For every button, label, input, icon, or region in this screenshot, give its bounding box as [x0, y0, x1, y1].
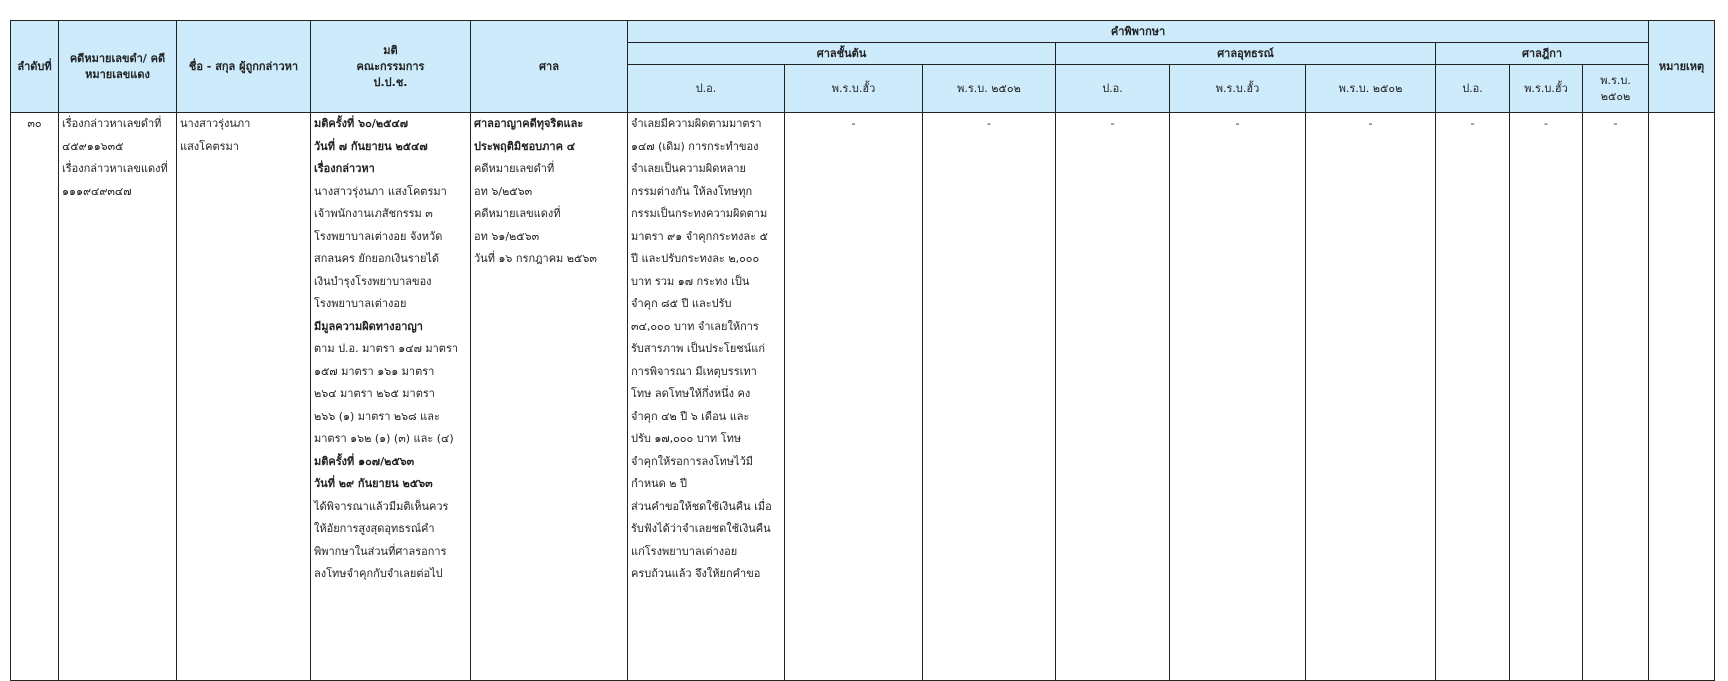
judgment-line: กำหนด ๒ ปี	[631, 477, 687, 490]
judgment-line: รับฟังได้ว่าจำเลยชดใช้เงินคืน	[631, 522, 771, 535]
judgment-table	[10, 20, 1715, 681]
judgment-line: แก่โรงพยาบาลเต่างอย	[631, 544, 738, 558]
subheader-first-prb-2502: พ.ร.บ. ๒๕๐๒	[923, 65, 1056, 113]
subheader-first-po: ป.อ.	[628, 65, 785, 113]
resolution-line: โรงพยาบาลเต่างอย	[314, 297, 407, 310]
judgment-line: กรรมต่างกัน ให้ลงโทษทุก	[631, 184, 753, 198]
judgment-line: จำคุก ๔๒ ปี ๖ เดือน และ	[631, 409, 750, 423]
resolution-line: วันที่ ๒๙ กันยายน ๒๕๖๓	[314, 477, 433, 490]
judgment-line: บาท รวม ๑๗ กระทง เป็น	[631, 274, 750, 288]
judgment-line: กรรมเป็นกระทงความผิดตาม	[631, 207, 768, 220]
court-line: ประพฤติมิชอบภาค ๔	[474, 139, 576, 153]
header-judgment: คำพิพากษา	[628, 21, 1649, 43]
court-line: วันที่ ๑๖ กรกฎาคม ๒๕๖๓	[474, 252, 597, 265]
resolution-line: วันที่ ๗ กันยายน ๒๕๔๗	[314, 139, 428, 153]
judgment-line: ๑๔๗ (เดิม) การกระทำของ	[631, 139, 759, 153]
subheader-supreme-po: ป.อ.	[1436, 65, 1510, 113]
header-resolution	[311, 21, 471, 113]
judgment-line: การพิจารณา มีเหตุบรรเทา	[631, 364, 757, 378]
row-remark	[1649, 113, 1715, 681]
header-remark: หมายเหตุ	[1649, 21, 1715, 113]
resolution-line: ๒๖๔ มาตรา ๒๖๕ มาตรา	[314, 387, 435, 400]
subheader-supreme-prb-2502	[1583, 65, 1649, 113]
judgment-line: ครบถ้วนแล้ว จึงให้ยกคำขอ	[631, 567, 761, 580]
resolution-line: ๒๖๖ (๑) มาตรา ๒๖๘ และ	[314, 409, 440, 423]
accused-name-line: แสงโคตรมา	[180, 139, 239, 153]
judgment-line: รับสารภาพ เป็นประโยชน์แก่	[631, 342, 766, 355]
resolution-line: ได้พิจารณาแล้วมีมติเห็นควร	[314, 499, 449, 513]
resolution-line: มาตรา ๑๖๒ (๑) (๓) และ (๔)	[314, 432, 454, 445]
subheader-line: ๒๕๐๒	[1600, 89, 1631, 103]
judgment-line: มาตรา ๙๑ จำคุกกระทงละ ๕	[631, 229, 768, 243]
row-supreme-prb-2502: -	[1583, 113, 1649, 681]
resolution-line: นางสาวรุ่งนภา แสงโคตรมา	[314, 184, 447, 198]
judgment-line: ปี และปรับกระทงละ ๒,๐๐๐	[631, 252, 760, 265]
court-line: คดีหมายเลขแดงที่	[474, 207, 561, 220]
resolution-line: มติครั้งที่ ๖๐/๒๕๔๗	[314, 117, 408, 130]
case-number-line: เรื่องกล่าวหาเลขแดงที่	[62, 162, 168, 175]
subheader-line: พ.ร.บ.	[1600, 73, 1631, 87]
header-court: ศาล	[471, 21, 628, 113]
judgment-line: โทษ ลดโทษให้กึ่งหนึ่ง คง	[631, 387, 751, 400]
resolution-line: พิพากษาในส่วนที่ศาลรอการ	[314, 544, 447, 558]
resolution-line: ตาม ป.อ. มาตรา ๑๔๗ มาตรา	[314, 342, 459, 355]
row-supreme-po: -	[1436, 113, 1510, 681]
court-line: คดีหมายเลขดำที่	[474, 162, 555, 175]
judgment-line: ส่วนคำขอให้ชดใช้เงินคืน เมื่อ	[631, 499, 772, 513]
court-line: อท ๖/๒๕๖๓	[474, 184, 533, 198]
subheader-first-prb-old: พ.ร.บ.ฮั้ว	[785, 65, 923, 113]
judgment-line: จำเลยเป็นความผิดหลาย	[631, 162, 746, 175]
row-case-number	[59, 113, 177, 681]
header-court-appeal: ศาลอุทธรณ์	[1056, 43, 1436, 65]
resolution-line: มติครั้งที่ ๑๐๗/๒๕๖๓	[314, 454, 415, 468]
case-number-line: ๑๑๑๙๔๙๓๔๗	[62, 184, 132, 198]
resolution-line: สกลนคร ยักยอกเงินรายได้	[314, 252, 440, 265]
resolution-line: มีมูลความผิดทางอาญา	[314, 319, 423, 333]
subheader-appeal-prb-old: พ.ร.บ.ฮั้ว	[1170, 65, 1306, 113]
header-resolution-line: ป.ป.ช.	[373, 75, 408, 89]
judgment-line: จำคุกให้รอการลงโทษไว้มี	[631, 454, 754, 468]
row-first-prb-2502: -	[923, 113, 1056, 681]
resolution-line: ๑๕๗ มาตรา ๑๖๑ มาตรา	[314, 364, 435, 378]
case-number-line: เรื่องกล่าวหาเลขดำที่	[62, 117, 162, 130]
header-case-number: คดีหมายเลขดำ/ คดีหมายเลขแดง	[59, 21, 177, 113]
accused-name-line: นางสาวรุ่งนภา	[180, 117, 251, 130]
judgment-line: ปรับ ๑๗,๐๐๐ บาท โทษ	[631, 432, 742, 445]
header-accused-name: ชื่อ - สกุล ผู้ถูกกล่าวหา	[177, 21, 311, 113]
row-court	[471, 113, 628, 681]
subheader-appeal-po: ป.อ.	[1056, 65, 1170, 113]
resolution-line: โรงพยาบาลเต่างอย จังหวัด	[314, 229, 443, 243]
header-resolution-line: คณะกรรมการ	[356, 59, 425, 73]
court-line: อท ๖๑/๒๕๖๓	[474, 229, 540, 243]
court-line: ศาลอาญาคดีทุจริตและ	[474, 117, 584, 130]
subheader-supreme-prb-old: พ.ร.บ.ฮั้ว	[1510, 65, 1583, 113]
row-accused-name	[177, 113, 311, 681]
row-no: ๓๐	[11, 113, 59, 681]
resolution-line: เรื่องกล่าวหา	[314, 162, 375, 175]
resolution-line: เจ้าพนักงานเภสัชกรรม ๓	[314, 207, 433, 220]
row-appeal-po: -	[1056, 113, 1170, 681]
row-judgment-first-po	[628, 113, 785, 681]
subheader-appeal-prb-2502: พ.ร.บ. ๒๕๐๒	[1306, 65, 1436, 113]
header-no: ลำดับที่	[11, 21, 59, 113]
row-first-prb-old: -	[785, 113, 923, 681]
resolution-line: ลงโทษจำคุกกับจำเลยต่อไป	[314, 567, 443, 580]
row-appeal-prb-2502: -	[1306, 113, 1436, 681]
header-resolution-line: มติ	[383, 43, 398, 57]
judgment-line: จำเลยมีความผิดตามมาตรา	[631, 117, 762, 130]
row-appeal-prb-old: -	[1170, 113, 1306, 681]
header-court-supreme: ศาลฎีกา	[1436, 43, 1649, 65]
header-court-first: ศาลชั้นต้น	[628, 43, 1056, 65]
row-resolution	[311, 113, 471, 681]
row-supreme-prb-old: -	[1510, 113, 1583, 681]
judgment-line: จำคุก ๘๕ ปี และปรับ	[631, 297, 732, 310]
resolution-line: เงินบำรุงโรงพยาบาลของ	[314, 274, 432, 288]
judgment-line: ๓๔,๐๐๐ บาท จำเลยให้การ	[631, 319, 759, 333]
case-number-line: ๔๕๙๑๑๖๓๕	[62, 139, 124, 153]
resolution-line: ให้อัยการสูงสุดอุทธรณ์คำ	[314, 522, 435, 535]
